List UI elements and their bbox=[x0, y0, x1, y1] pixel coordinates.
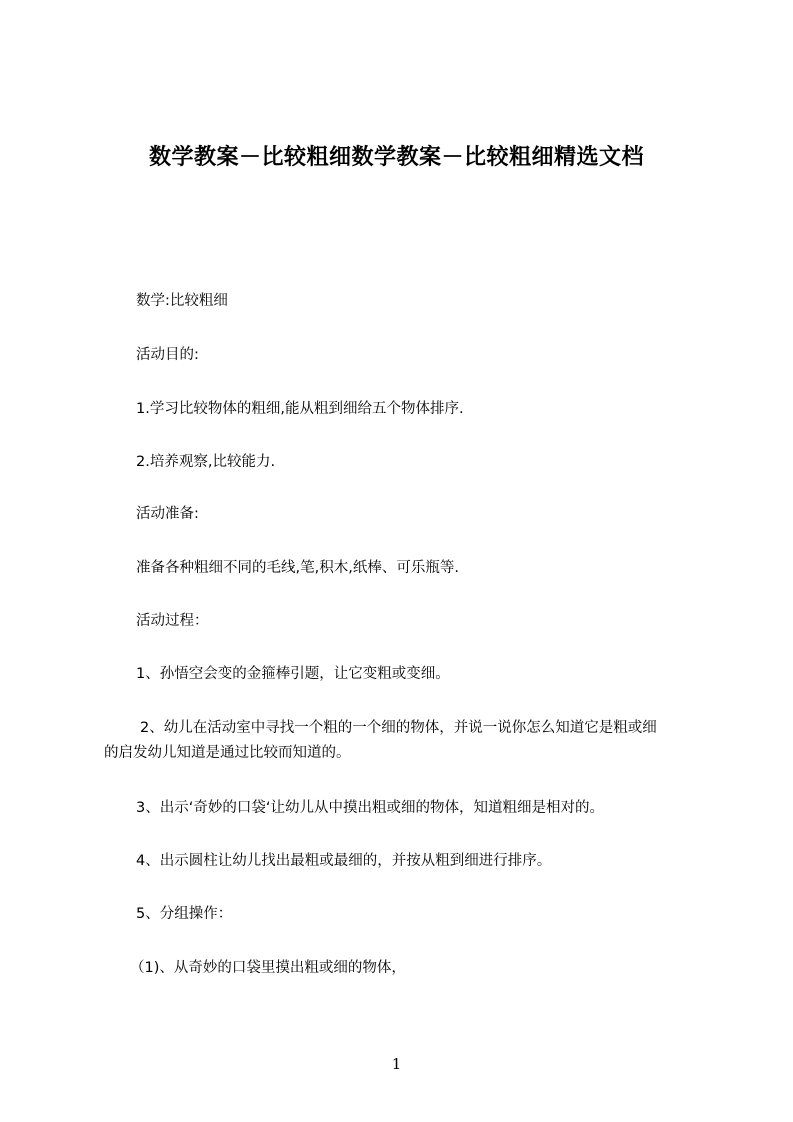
page-number: 1 bbox=[391, 1055, 402, 1073]
paragraph-step-3: 3、出示‘奇妙的口袋‘让幼儿从中摸出粗或细的物体，知道粗细是相对的。 bbox=[136, 800, 604, 816]
paragraph-step-5-1: （1)、从奇妙的口袋里摸出粗或细的物体， bbox=[130, 960, 406, 976]
paragraph-step-2-continued: 的启发幼儿知道是通过比较而知道的。 bbox=[104, 745, 351, 761]
paragraph-prep-materials: 准备各种粗细不同的毛线,笔,积木,纸棒、可乐瓶等. bbox=[136, 560, 459, 576]
paragraph-goal-heading: 活动目的: bbox=[136, 347, 199, 363]
paragraph-process-heading: 活动过程： bbox=[136, 613, 209, 629]
paragraph-goal-2: 2.培养观察,比较能力. bbox=[136, 454, 276, 470]
paragraph-step-5: 5、分组操作： bbox=[136, 906, 233, 922]
paragraph-prep-heading: 活动准备: bbox=[136, 506, 199, 522]
document-title: 数学教案－比较粗细数学教案－比较粗细精选文档 bbox=[148, 145, 644, 170]
paragraph-subject: 数学:比较粗细 bbox=[136, 293, 228, 309]
paragraph-goal-1: 1.学习比较物体的粗细,能从粗到细给五个物体排序. bbox=[136, 401, 464, 417]
paragraph-step-1: 1、孙悟空会变的金箍棒引题，让它变粗或变细。 bbox=[136, 666, 450, 682]
paragraph-step-2: 2、幼儿在活动室中寻找一个粗的一个细的物体，并说一说你怎么知道它是粗或细 bbox=[140, 720, 657, 736]
paragraph-step-4: 4、出示圆柱让幼儿找出最粗或最细的，并按从粗到细进行排序。 bbox=[136, 853, 552, 869]
